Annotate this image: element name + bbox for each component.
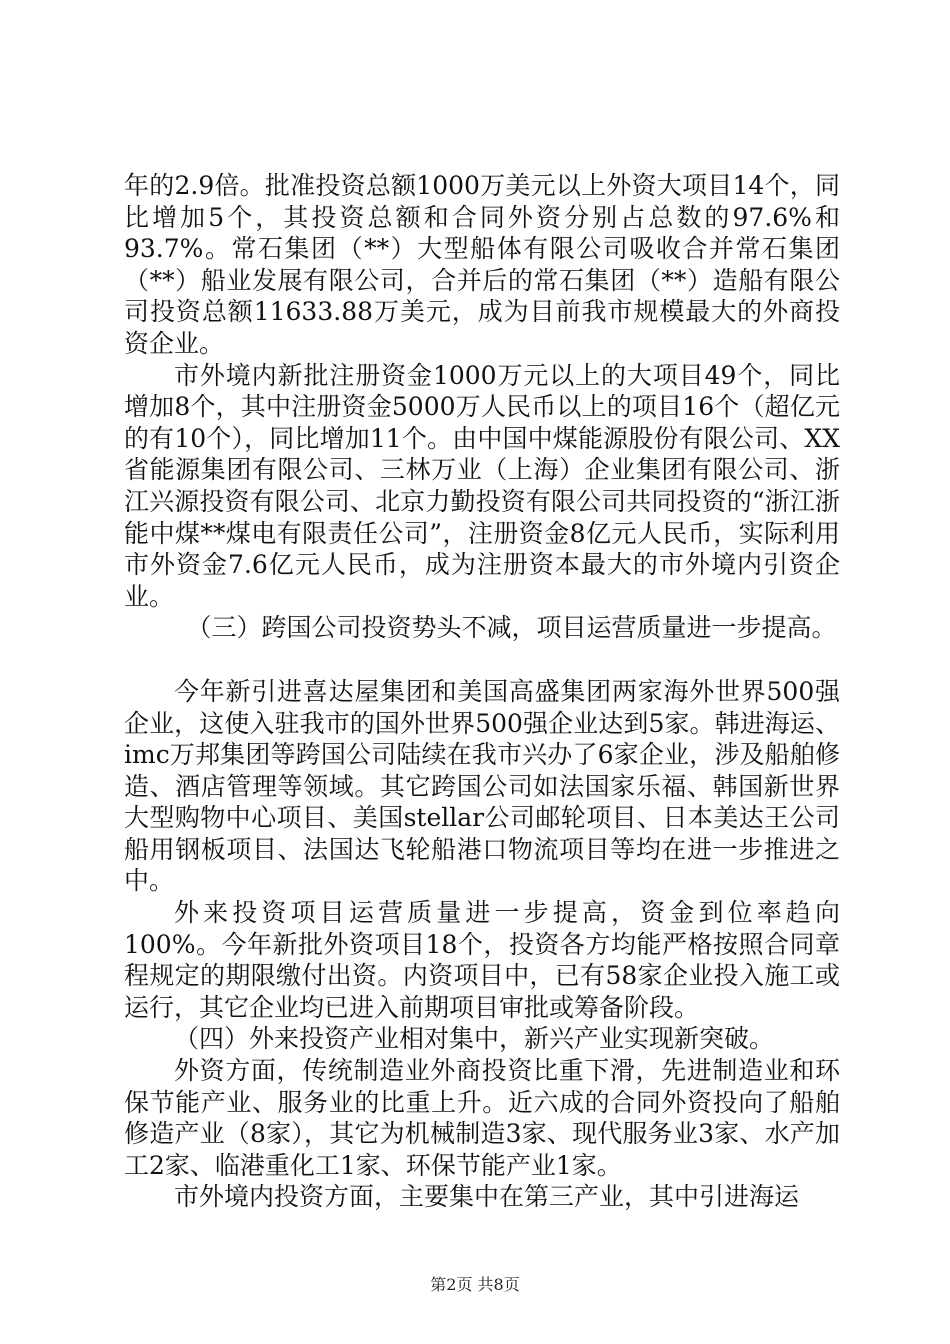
section-heading-3: （三）跨国公司投资势头不减，项目运营质量进一步提高。: [186, 613, 837, 643]
document-body: [124, 170, 840, 1213]
paragraph-operation-quality: 外来投资项目运营质量进一步提高，资金到位率趋向100%。今年新批外资项目18个，投资各方均能严格按照合同章程规定的期限缴付出资。内资项目中，已有58家企业投入施工或运行，其它企业均已进入前期项目审批或筹备阶段。: [124, 898, 840, 1022]
paragraph-multinationals: 今年新引进喜达屋集团和美国高盛集团两家海外世界500强企业，这使入驻我市的国外世界500强企业达到5家。韩进海运、imc万邦集团等跨国公司陆续在我市兴办了6家企业，涉及船舶修造、酒店管理等领域。其它跨国公司如法国家乐福、韩国新世界大型购物中心项目、美国stellar公司邮轮项目、日本美达王公司船用钢板项目、法国达飞轮船港口物流项目等均在进一步推进之中。: [124, 676, 840, 896]
page-number-footer: 第2页 共8页: [430, 1275, 520, 1294]
paragraph-domestic-investment: 市外境内投资方面，主要集中在第三产业，其中引进海运: [174, 1182, 800, 1212]
paragraph-foreign-capital: 外资方面，传统制造业外商投资比重下滑，先进制造业和环保节能产业、服务业的比重上升。近六成的合同外资投向了船舶修造产业（8家），其它为机械制造3家、现代服务业3家、水产加工2家、临港重化工1家、环保节能产业1家。: [124, 1056, 840, 1180]
paragraph-investment-scale: 年的2.9倍。批准投资总额1000万美元以上外资大项目14个，同比增加5个，其投资总额和合同外资分别占总数的97.6%和93.7%。常石集团（**）大型船体有限公司吸收合并常石集团（**）船业发展有限公司，合并后的常石集团（**）造船有限公司投资总额11633.88万美元，成为目前我市规模最大的外商投资企业。: [124, 171, 840, 358]
section-heading-4: （四）外来投资产业相对集中，新兴产业实现新突破。: [174, 1024, 775, 1054]
paragraph-domestic-projects: 市外境内新批注册资金1000万元以上的大项目49个，同比增加8个，其中注册资金5000万人民币以上的项目16个（超亿元的有10个），同比增加11个。由中国中煤能源股份有限公司、XX省能源集团有限公司、三林万业（上海）企业集团有限公司、浙江兴源投资有限公司、北京力勤投资有限公司共同投资的“浙江浙能中煤**煤电有限责任公司”，注册资金8亿元人民币，实际利用市外资金7.6亿元人民币，成为注册资本最大的市外境内引资企业。: [124, 360, 840, 611]
